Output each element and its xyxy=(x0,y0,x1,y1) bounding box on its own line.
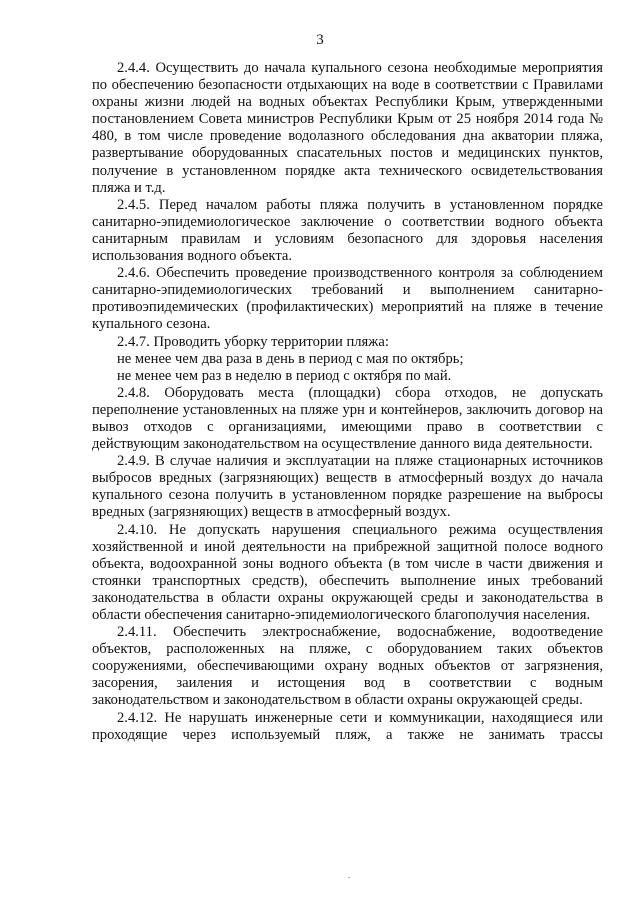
paragraph-2-4-11: 2.4.11. Обеспечить электроснабжение, водоснабжение, водоотведение объектов, расположенных на пляже, с оборудованием таких объектов сооружениями, обеспечивающими охрану водных объектов от загрязнения, засорения, заиления и истощения вод в соответствии с водным законодательством и законодательством в области охраны окружающей среды. xyxy=(92,624,603,709)
paragraph-2-4-6: 2.4.6. Обеспечить проведение производственного контроля за соблюдением санитарно-эпидемиологических требований и выполнением санитарно-противоэпидемических (профилактических) мероприятий на пляже в течение купального сезона. xyxy=(92,265,603,333)
paragraph-2-4-10: 2.4.10. Не допускать нарушения специального режима осуществления хозяйственной и иной деятельности на прибрежной защитной полосе водного объекта, водоохранной зоны водного объекта (в том числе в части движения и стоянки транспортных средств), обеспечить выполнение иных требований законодательства в области охраны окружающей среды и законодательства в области обеспечения санитарно-эпидемиологического благополучия населения. xyxy=(92,521,603,623)
paragraph-2-4-4: 2.4.4. Осуществить до начала купального сезона необходимые мероприятия по обеспечению безопасности отдыхающих на воде в соответствии с Правилами охраны жизни людей на водных объектах Республики Крым, утвержденными постановлением Совета министров Республики Крым от 25 ноября 2014 года № 480, в том числе проведение водолазного обследования дна акватории пляжа, развертывание оборудованных спасательных постов и медицинских пунктов, получение в установленном порядке акта технического освидетельствования пляжа и т.д. xyxy=(92,60,603,196)
page-number: 3 xyxy=(316,32,324,48)
paragraph-2-4-12: 2.4.12. Не нарушать инженерные сети и коммуникации, находящиеся или проходящие через используемый пляж, а также не занимать трассы xyxy=(92,709,603,743)
document-body xyxy=(92,60,603,744)
paragraph-2-4-5: 2.4.5. Перед началом работы пляжа получить в установленном порядке санитарно-эпидемиологическое заключение о соответствии водного объекта санитарным правилам и условиям безопасного для здоровья населения использования водного объекта. xyxy=(92,196,603,265)
paragraph-2-4-9: 2.4.9. В случае наличия и эксплуатации на пляже стационарных источников выбросов вредных (загрязняющих) веществ в атмосферный воздух до начала купального сезона получить в установленном порядке разрешение на выбросы вредных (загрязняющих) веществ в атмосферный воздух. xyxy=(92,453,603,521)
paragraph-2-4-7: 2.4.7. Проводить уборку территории пляжа: xyxy=(117,333,389,350)
footer-mark: . xyxy=(348,870,351,880)
paragraph-2-4-7-item-2: не менее чем раз в неделю в период с октября по май. xyxy=(117,367,452,384)
paragraph-2-4-8: 2.4.8. Оборудовать места (площадки) сбора отходов, не допускать переполнение установленных на пляже урн и контейнеров, заключить договор на вывоз отходов с организациями, имеющими право в соответствии с действующим законодательством на осуществление данного вида деятельности. xyxy=(92,384,603,453)
paragraph-2-4-7-item-1: не менее чем два раза в день в период с мая по октябрь; xyxy=(117,350,464,367)
